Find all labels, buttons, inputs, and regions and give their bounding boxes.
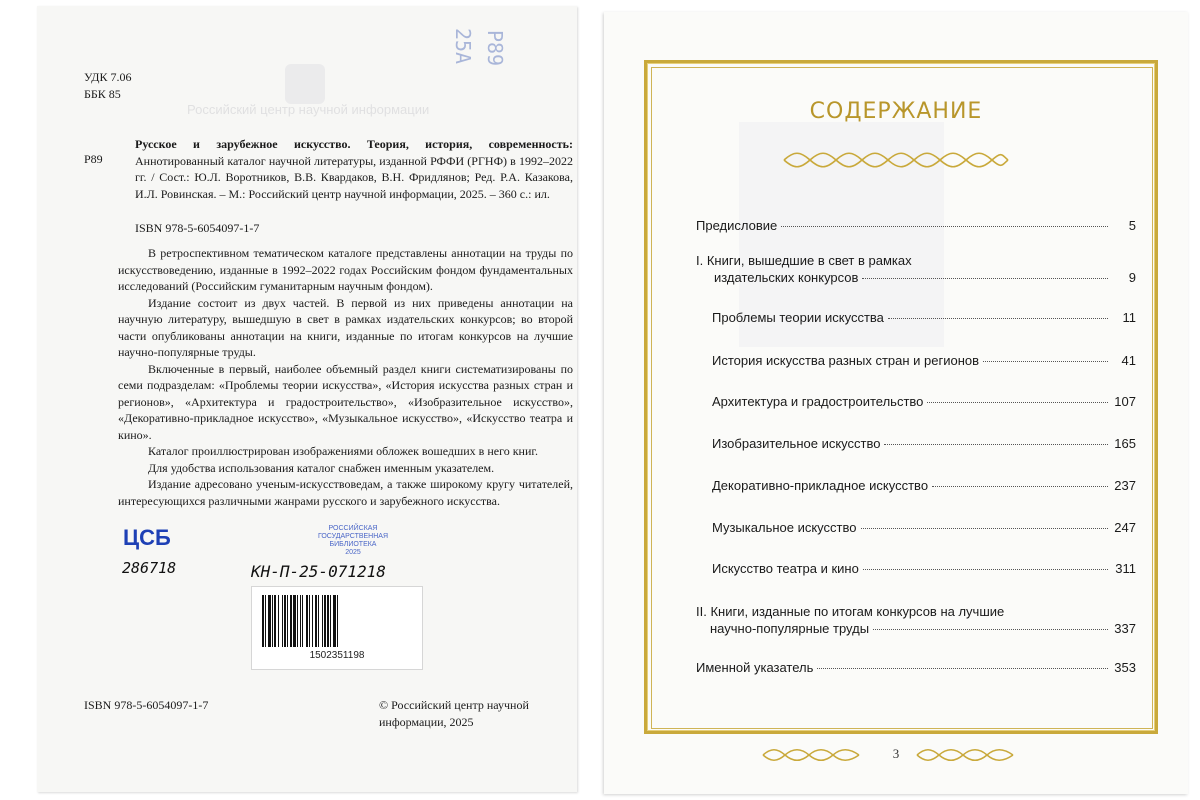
- abstract-paragraph: Каталог проиллюстрирован изображениями обложек вошедших в него книг.: [148, 444, 538, 458]
- toc-leader: [863, 569, 1108, 570]
- bleed-through-logo: [285, 64, 325, 104]
- toc-page: 237: [1114, 478, 1136, 493]
- toc-label: Изобразительное искусство: [712, 436, 881, 451]
- toc-page: 11: [1122, 310, 1136, 325]
- toc-entry[interactable]: [712, 394, 1136, 409]
- page-number: 3: [892, 746, 900, 761]
- toc-entry[interactable]: [712, 478, 1136, 493]
- rgb-library-stamp: [305, 525, 401, 557]
- toc-leader: [861, 528, 1109, 529]
- author-mark: Р89: [84, 152, 103, 166]
- bibliographic-details: Аннотированный каталог научной литературы, изданной РФФИ (РГНФ) в 1992–2022 гг. / Сост.: Ю.Л. Воротников, В.В. Квардаков, В.Н. Фридлянов; Ред. Р.А. Казакова, И.Л. Ровинская. – М.: Российский центр научной информации, 2025. – 360 с.: ил.: [135, 153, 573, 201]
- toc-leader: [983, 361, 1108, 362]
- toc-entry[interactable]: [696, 660, 1136, 675]
- toc-leader: [932, 486, 1108, 487]
- imprint-page: [37, 6, 577, 792]
- toc-leader: [817, 668, 1108, 669]
- toc-leader: [927, 402, 1108, 403]
- bleed-through-text: Российский центр научной информации: [187, 102, 430, 117]
- toc-label: Искусство театра и кино: [712, 561, 859, 576]
- toc-entry[interactable]: [712, 436, 1136, 451]
- stamp-line: РОССИЙСКАЯ: [328, 525, 378, 532]
- contents-title: СОДЕРЖАНИЕ: [809, 99, 983, 124]
- toc-label: Музыкальное искусство: [712, 520, 857, 535]
- stamp-line: ГОСУДАРСТВЕННАЯ: [317, 533, 389, 540]
- toc-entry[interactable]: [696, 252, 1136, 286]
- toc-leader: [884, 444, 1108, 445]
- abstract: [118, 245, 573, 509]
- toc-label: Именной указатель: [696, 660, 814, 675]
- contents-page: [604, 12, 1188, 794]
- toc-entry[interactable]: [712, 520, 1136, 535]
- abstract-paragraph: В ретроспективном тематическом каталоге представлены аннотации на труды по искусствоведению, изданные в 1992–2022 годах Российским фондом фундаментальных исследований (Российским гуманитарным научным фондом).: [118, 246, 573, 293]
- toc-label: Декоративно-прикладное искусство: [712, 478, 929, 493]
- csb-number: 286718: [122, 559, 177, 577]
- barcode-label: [251, 586, 423, 670]
- handwritten-mark-2: Р89: [483, 29, 508, 67]
- toc-label: Предисловие: [696, 218, 778, 233]
- abstract-paragraph: Для удобства использования каталог снабжен именным указателем.: [148, 460, 495, 475]
- toc-page: 165: [1114, 436, 1136, 451]
- bbk-code: ББК 85: [84, 87, 121, 101]
- toc-entry[interactable]: [712, 353, 1136, 368]
- toc-label: I. Книги, вышедшие в свет в рамках: [696, 253, 912, 268]
- toc-leader: [781, 226, 1108, 227]
- toc-page: 9: [1128, 270, 1136, 285]
- toc-label: История искусства разных стран и регионов: [712, 353, 980, 368]
- barcode-icon: [262, 595, 412, 647]
- barcode-number: 1502351198: [309, 650, 365, 661]
- udk-code: УДК 7.06: [84, 70, 132, 84]
- table-of-contents: [604, 12, 1188, 794]
- toc-entry[interactable]: [712, 310, 1136, 325]
- inventory-number: КН-П-25-071218: [251, 562, 386, 581]
- toc-page: 41: [1121, 353, 1136, 368]
- toc-leader: [873, 629, 1108, 630]
- stamp-line: БИБЛИОТЕКА: [329, 541, 377, 548]
- abstract-paragraph: Издание состоит из двух частей. В первой из них приведены аннотации на научную литературу, вышедшую в свет в рамках издательских конкурсов; во второй части опубликованы аннотации на книги, изданные по итогам конкурсов на лучшие научно-популярные труды.: [118, 295, 573, 359]
- toc-entry[interactable]: [696, 603, 1136, 637]
- abstract-paragraph: Издание адресовано ученым-искусствоведам, а также широкому кругу читателей, интересующихся различными жанрами русского и зарубежного искусства.: [118, 477, 573, 508]
- toc-label: издательских конкурсов: [714, 270, 859, 285]
- toc-label: Архитектура и градостроительство: [712, 394, 924, 409]
- toc-entry[interactable]: [696, 218, 1136, 233]
- toc-entry[interactable]: [712, 561, 1136, 576]
- toc-label: научно-популярные труды: [710, 621, 870, 636]
- toc-page: 107: [1114, 394, 1136, 409]
- toc-label: Проблемы теории искусства: [712, 310, 884, 325]
- stamp-line: 2025: [345, 549, 361, 556]
- toc-label: II. Книги, изданные по итогам конкурсов на лучшие: [696, 604, 1005, 619]
- toc-leader: [862, 278, 1108, 279]
- copyright-notice: © Российский центр научной информации, 2025: [379, 698, 529, 729]
- isbn-footer: ISBN 978-5-6054097-1-7: [84, 698, 209, 712]
- toc-page: 353: [1114, 660, 1136, 675]
- handwritten-mark-1: 25А: [451, 27, 476, 65]
- isbn: ISBN 978-5-6054097-1-7: [135, 221, 260, 235]
- library-stamp-csb: ЦСБ: [123, 525, 171, 550]
- toc-page: 5: [1128, 218, 1136, 233]
- toc-page: 337: [1114, 621, 1136, 636]
- toc-leader: [888, 318, 1108, 319]
- toc-page: 247: [1114, 520, 1136, 535]
- abstract-paragraph: Включенные в первый, наиболее объемный раздел книги систематизированы по семи подразделам: «Проблемы теории искусства», «История искусства разных стран и регионов», «Архитектура и градостроительство», «Изобразительное искусство», «Декоративно-прикладное искусство», «Музыкальное искусство», «Искусство театра и кино».: [118, 361, 573, 442]
- ornament-right-icon: [915, 748, 1015, 762]
- book-title: Русское и зарубежное искусство. Теория, история, современность:: [135, 137, 573, 151]
- bibliographic-record: [135, 136, 573, 202]
- toc-page: 311: [1115, 561, 1136, 576]
